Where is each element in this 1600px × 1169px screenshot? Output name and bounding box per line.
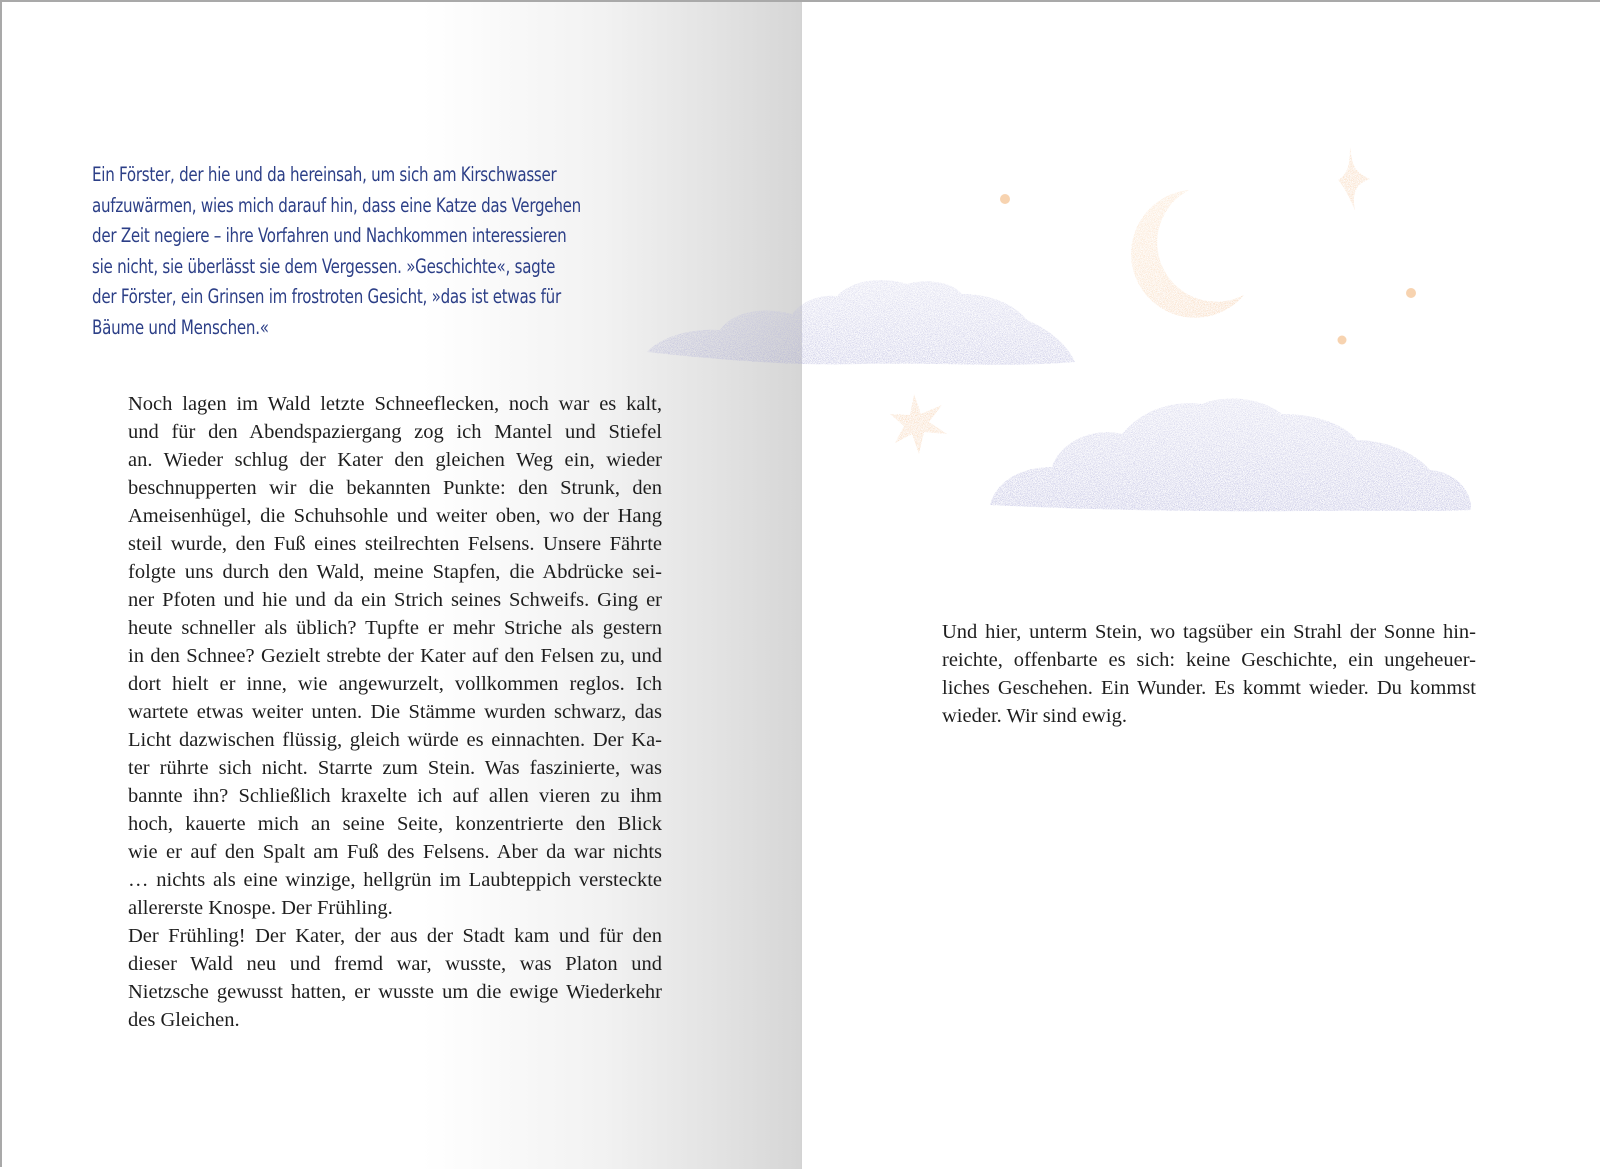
text-line: Der Frühling! Der Kater, der aus der Stadt kam und für den: [128, 925, 662, 947]
text-line: steil wurde, den Fuß eines steilrechten Felsens. Unsere Fährte: [128, 533, 662, 555]
quote-line: Bäume und Menschen.«: [92, 315, 269, 339]
text-line: liches Geschehen. Ein Wunder. Es kommt wieder. Du kommst: [942, 677, 1476, 699]
quote-line: der Förster, ein Grinsen im frostroten Gesicht, »das ist etwas für: [92, 285, 561, 308]
quote-line: Ein Förster, der hie und da hereinsah, um sich am Kirschwasser: [92, 163, 557, 186]
text-line: Und hier, unterm Stein, wo tagsüber ein Strahl der Sonne hin-: [942, 621, 1476, 643]
text-line: Ameisenhügel, die Schuhsohle und weiter oben, wo der Hang: [128, 505, 662, 527]
quote-line: aufzuwärmen, wies mich darauf hin, dass eine Katze das Vergehen: [92, 193, 581, 217]
text-line: heute schneller als üblich? Tupfte er mehr Striche als gestern: [128, 617, 662, 639]
text-line: hoch, kauerte mich an seine Seite, konzentrierte den Blick: [128, 813, 662, 835]
left-page: [2, 2, 802, 1169]
text-line: bannte ihn? Schließlich kraxelte ich auf allen vieren zu ihm: [128, 785, 662, 807]
text-line: dieser Wald neu und fremd war, wusste, was Platon und: [128, 953, 662, 975]
text-line: wieder. Wir sind ewig.: [942, 705, 1127, 727]
forester-quote: [92, 160, 651, 343]
text-line: des Gleichen.: [128, 1009, 240, 1031]
text-line: an. Wieder schlug der Kater den gleichen Weg ein, wieder: [128, 449, 662, 471]
text-line: … nichts als eine winzige, hellgrün im Laubteppich versteckte: [128, 869, 662, 891]
text-line: und für den Abendspaziergang zog ich Mantel und Stiefel: [128, 421, 662, 443]
text-line: reichte, offenbarte es sich: keine Geschichte, ein ungeheuer-: [942, 649, 1476, 671]
text-line: wie er auf den Spalt am Fuß des Felsens. Aber da war nichts: [128, 841, 662, 863]
text-line: allererste Knospe. Der Frühling.: [128, 897, 393, 919]
text-line: ter rührte sich nicht. Starrte zum Stein. Was faszinierte, was: [128, 757, 662, 779]
text-line: ner Pfoten und hie und da ein Strich seines Schweifs. Ging er: [128, 589, 662, 611]
left-body-text: [128, 390, 662, 1034]
text-line: dort hielt er inne, wie angewurzelt, vollkommen reglos. Ich: [128, 673, 662, 695]
right-page: [802, 2, 1600, 1169]
text-line: folgte uns durch den Wald, meine Stapfen, die Abdrücke sei-: [128, 561, 662, 583]
text-line: beschnupperten wir die bekannten Punkte: den Strunk, den: [128, 477, 662, 499]
text-line: Licht dazwischen flüssig, gleich würde es einnachten. Der Ka-: [128, 729, 662, 751]
text-line: Noch lagen im Wald letzte Schneeflecken, noch war es kalt,: [128, 393, 662, 415]
text-line: in den Schnee? Gezielt strebte der Kater auf den Felsen zu, und: [128, 645, 662, 667]
text-line: wartete etwas weiter unten. Die Stämme wurden schwarz, das: [128, 701, 662, 723]
text-line: Nietzsche gewusst hatten, er wusste um die ewige Wiederkehr: [128, 981, 662, 1003]
quote-line: sie nicht, sie überlässt sie dem Vergessen. »Geschichte«, sagte: [92, 254, 556, 278]
quote-line: der Zeit negiere – ihre Vorfahren und Nachkommen interessieren: [92, 224, 567, 247]
right-body-text: [942, 618, 1476, 730]
